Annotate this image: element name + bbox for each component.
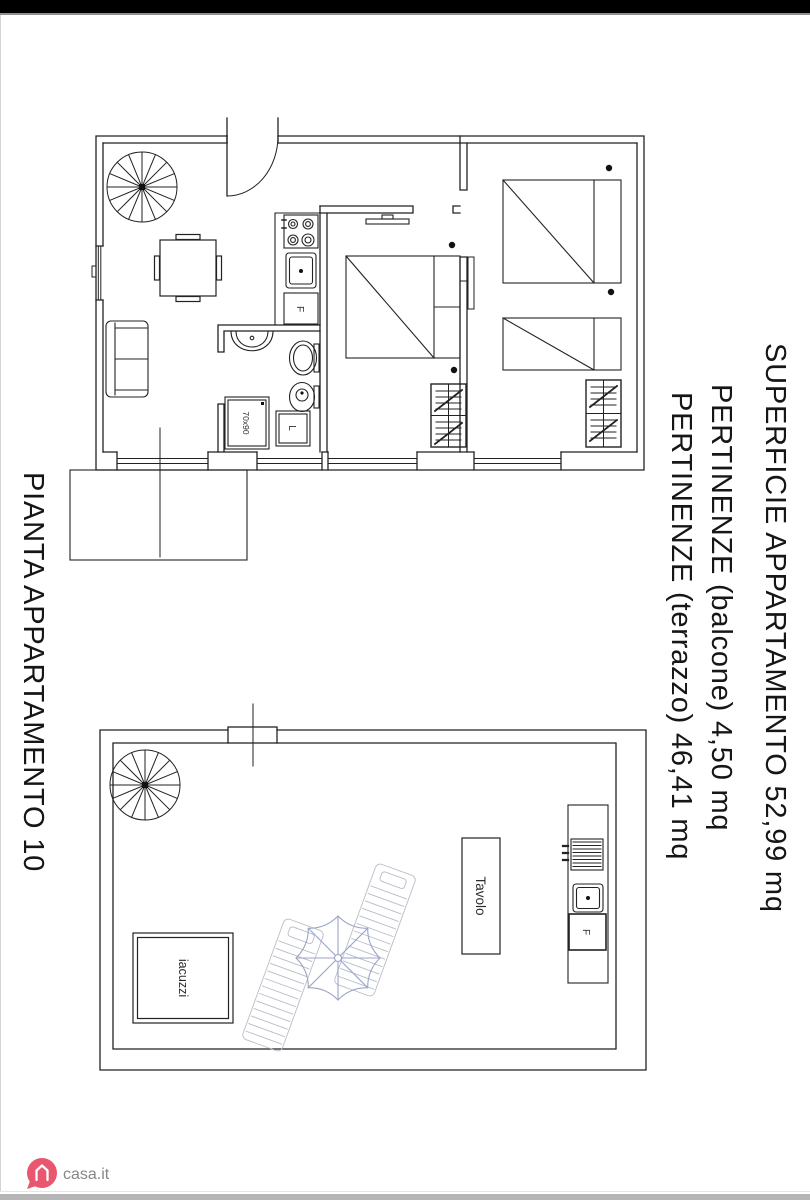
apartment-floor-plan (70, 118, 644, 560)
spiral-staircase (110, 750, 180, 820)
sofa (106, 321, 148, 397)
bottom-letterbox-bar (0, 1194, 810, 1200)
toilet (290, 341, 320, 375)
sun-lounger-2 (333, 863, 416, 998)
bidet (290, 383, 320, 412)
terrace-surface-label: PERTINENZE (terrazzo) 46,41 mq (665, 392, 697, 861)
washer-label: L (286, 425, 297, 431)
wall-shelf (366, 215, 409, 224)
entry-door (227, 136, 278, 196)
bedroom-1 (346, 215, 466, 447)
double-bed (346, 256, 460, 358)
shower-size-label: 70x90 (241, 411, 251, 435)
plan-annotations (17, 306, 791, 997)
terrace-kitchen-counter (563, 805, 608, 983)
radiator (586, 380, 621, 447)
brand-text: casa.it (63, 1166, 110, 1183)
surface-label: SUPERFICIE APPARTAMENTO 52,99 mq (759, 343, 791, 913)
apartment-windows (98, 246, 561, 464)
brand-logo (27, 1158, 110, 1189)
grill (563, 839, 603, 870)
stove (282, 215, 318, 248)
terrace-fridge-label: F (580, 928, 591, 936)
fridge-label: F (294, 305, 305, 313)
radiator (431, 384, 466, 447)
plan-title-label: PIANTA APPARTAMENTO 10 (17, 472, 49, 873)
bedroom-2 (503, 180, 621, 447)
footer-hairline (0, 1191, 810, 1192)
jacuzzi-label: iacuzzi (176, 958, 190, 998)
umbrella (296, 916, 380, 1000)
sun-lounger-1 (241, 918, 324, 1053)
spiral-staircase (107, 152, 177, 222)
corner-washbasin (231, 332, 273, 351)
bathroom (225, 332, 319, 449)
balcony-surface-label: PERTINENZE (balcone) 4,50 mq (705, 384, 737, 832)
dining-table (155, 235, 222, 302)
terrace-table-label: Tavolo (473, 876, 488, 916)
terrace-sink (573, 884, 603, 912)
apartment-walls (96, 118, 644, 470)
bed-single (503, 318, 621, 370)
sliding-door (461, 257, 474, 309)
bed-large (503, 180, 621, 283)
kitchen-sink (286, 253, 316, 288)
terrace-floor-plan (100, 704, 646, 1070)
